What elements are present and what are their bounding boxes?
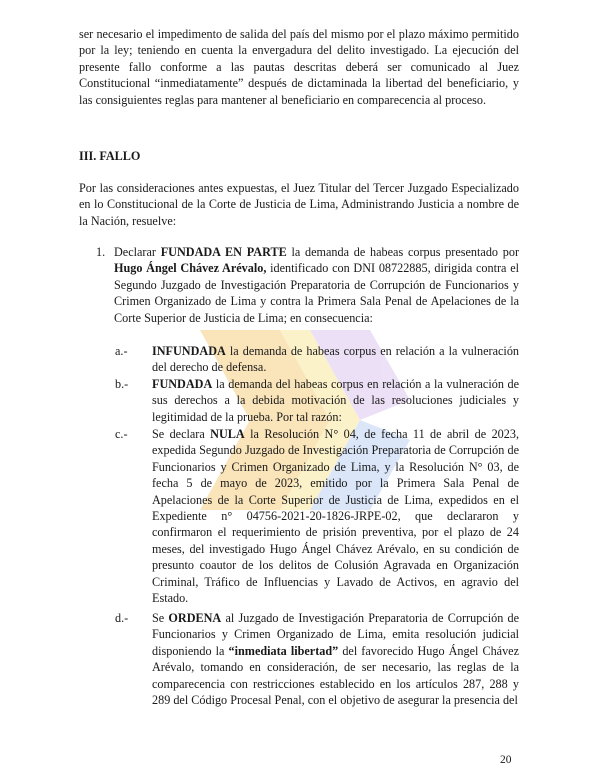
sub-item-c-body [152, 426, 519, 606]
sub-item-c [115, 426, 519, 606]
sub-item-c-label: c.- [115, 427, 128, 441]
sub-item-c-verdict: NULA [210, 427, 245, 441]
sub-item-d [115, 610, 519, 708]
sub-item-a [115, 343, 519, 376]
sub-item-d-body [152, 610, 519, 708]
sub-item-b-verdict: FUNDADA [152, 377, 213, 391]
sub-item-a-text: la demanda de habeas corpus en relación a la vulneración del derecho de defensa. [152, 344, 520, 375]
sub-item-d-bold-release: “inmediata libertad” [228, 643, 339, 658]
sub-item-a-label: a.- [115, 344, 128, 358]
page-number: 20 [500, 754, 512, 766]
sub-item-d-text-before: al Juzgado de Investigación Preparatoria de Corrupción de Funcionarios y Crimen Organizado de Lima, emita resolución judicial disponiendo la [152, 611, 520, 658]
considerations-paragraph: Por las consideraciones antes expuestas, el Juez Titular del Tercer Juzgado Especializado en lo Constitucional de la Corte de Justicia de Lima, Administrando Justicia a nombre de la Nación, resuelve: [79, 181, 519, 228]
sub-item-c-lead: Se declara [152, 427, 205, 441]
item-1-rest: identificado con DNI 08722885, dirigida contra el Segundo Juzgado de Investigación Preparatoria de Corrupción de Funcionarios y Crimen Organizado de Lima y contra la Primera Sala Penal de Apelaciones de la Corte Superior de Justicia de Lima; en consecuencia: [114, 261, 519, 325]
item-number: 1. [96, 245, 106, 259]
sub-item-d-label: d.- [115, 611, 129, 625]
ruling-item-1 [96, 244, 519, 326]
intro-paragraph: ser necesario el impedimento de salida del país del mismo por el plazo máximo permitido por la ley; teniendo en cuenta la envergadura del delito investigado. La ejecución del presente fallo conforme a las pautas descritas deberá ser comunicado al Juez Constitucional “inmediatamente” después de dictaminada la libertad del beneficiario, y las consiguientes reglas para mantener al beneficiario en comparecencia al proceso. [79, 27, 519, 107]
sub-item-b [115, 376, 519, 425]
sub-item-a-verdict: INFUNDADA [152, 344, 226, 358]
section-heading: III. FALLO [79, 149, 141, 163]
item-1-verdict: FUNDADA EN PARTE [160, 245, 287, 259]
sub-item-b-label: b.- [115, 377, 129, 391]
sub-item-b-text: la demanda del habeas corpus en relación a la vulneración de sus derechos a la debida motivación de las resoluciones judiciales y legitimidad de la prueba. Por tal razón: [152, 377, 520, 424]
item-1-lead: Declarar [114, 245, 156, 259]
sub-item-d-lead: Se [152, 611, 165, 625]
item-1-body [114, 244, 519, 326]
item-1-name: Hugo Ángel Chávez Arévalo, [114, 261, 267, 276]
sub-item-b-body [152, 376, 519, 425]
sub-item-a-body [152, 343, 519, 376]
sub-item-d-verdict: ORDENA [168, 611, 222, 625]
sub-item-c-text: la Resolución N° 04, de fecha 11 de abril de 2023, expedida Segundo Juzgado de Investigación Preparatoria de Corrupción de Funcionarios y Crimen Organizado de Lima, y la Resolución N° 03, de fecha 5 de mayo de 2023, emitido por la Primera Sala Penal de Apelaciones de la Corte Superior de Justicia de Lima, expedidos en el Expediente n° 04756-2021-20-1826-JRPE-02, que declararon y confirmaron el requerimiento de prisión preventiva, por el plazo de 24 meses, del investigado Hugo Ángel Chávez Arévalo, en su condición de presunto coautor de los delitos de Colusión Agravada en Organización Criminal, Tráfico de Influencias y Lavado de Activos, en agravio del Estado. [152, 427, 520, 606]
item-1-mid: la demanda de habeas corpus presentado por [291, 245, 520, 259]
sub-item-d-text-after: del favorecido Hugo Ángel Chávez Arévalo, tomando en consideración, de ser necesario, las reglas de la comparecencia con restricciones establecido en los artículos 287, 288 y 289 del Código Procesal Penal, con el objetivo de asegurar la presencia del [152, 643, 520, 708]
